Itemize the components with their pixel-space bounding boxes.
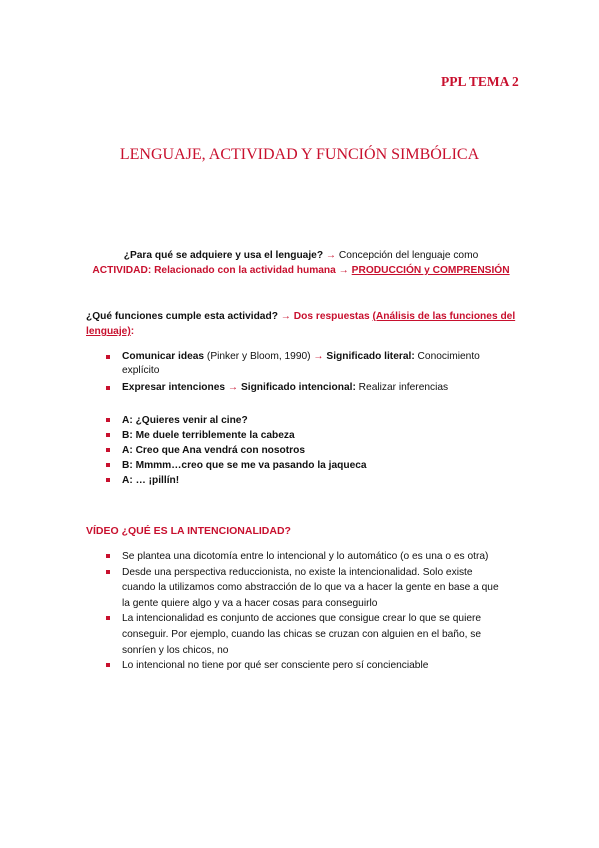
intro-production: PRODUCCIÓN y COMPRENSIÓN [351, 265, 510, 276]
bullet-icon [106, 355, 110, 359]
bullet-icon [106, 570, 110, 574]
list-item: Comunicar ideas (Pinker y Bloom, 1990) → Significado literal: Conocimiento explícito [106, 350, 506, 378]
dialogue-line: A: … ¡pillín! [106, 473, 506, 488]
arrow-icon: → [335, 265, 352, 276]
functions-list [106, 350, 506, 398]
topic-tag: PPL TEMA 2 [441, 74, 519, 89]
bullet-icon [106, 478, 110, 482]
arrow-icon: → [323, 250, 339, 261]
list-item: La intencionalidad es conjunto de acciones que consigue crear lo que se quiere conseguir. Por ejemplo, cuando las chicas se cruzan con alguien en el baño, se sonríen y los chicos, no [106, 611, 506, 658]
functions-question-text: ¿Qué funciones cumple esta actividad? [86, 311, 278, 322]
bullet-icon [106, 448, 110, 452]
bullet-icon [106, 616, 110, 620]
video-notes-list [106, 549, 506, 674]
bullet-icon [106, 463, 110, 467]
bullet-icon [106, 433, 110, 437]
bullet-icon [106, 418, 110, 422]
dialogue-line: A: Creo que Ana vendrá con nosotros [106, 443, 506, 458]
dialogue-list [106, 413, 506, 488]
intro-answer: Concepción del lenguaje como [338, 250, 479, 261]
list-item: Desde una perspectiva reduccionista, no existe la intencionalidad. Solo existe cuando la utilizamos como abstracción de lo que va a hacer la gente en base a que la gente quiere algo y va a hacer cosas para conseguirlo [106, 565, 506, 612]
list-item: Lo intencional no tiene por qué ser consciente pero sí concienciable [106, 658, 506, 674]
bullet-icon [106, 554, 110, 558]
functions-colon: : [130, 326, 135, 337]
dialogue-line: A: ¿Quieres venir al cine? [106, 413, 506, 428]
intro-paragraph [86, 248, 516, 278]
functions-question [86, 309, 516, 339]
dialogue-line: B: Me duele terriblemente la cabeza [106, 428, 506, 443]
page-title: LENGUAJE, ACTIVIDAD Y FUNCIÓN SIMBÓLICA [119, 146, 480, 163]
functions-analysis: (Análisis de las funciones del lenguaje) [86, 311, 516, 337]
intro-activity: ACTIVIDAD: Relacionado con la actividad humana [92, 265, 336, 276]
bullet-icon [106, 663, 110, 667]
list-item: Se plantea una dicotomía entre lo intencional y lo automático (o es una o es otra) [106, 549, 506, 565]
arrow-icon: → [227, 382, 241, 393]
list-item: Expresar intenciones → Significado intencional: Realizar inferencias [106, 381, 506, 395]
section-heading: VÍDEO ¿QUÉ ES LA INTENCIONALIDAD? [86, 525, 291, 537]
intro-question: ¿Para qué se adquiere y usa el lenguaje? [123, 250, 324, 261]
bullet-icon [106, 386, 110, 390]
dialogue-line: B: Mmmm…creo que se me va pasando la jaqueca [106, 458, 506, 473]
functions-two-answers: Dos respuestas [293, 311, 373, 322]
arrow-icon: → [313, 351, 327, 362]
arrow-icon: → [277, 311, 294, 322]
